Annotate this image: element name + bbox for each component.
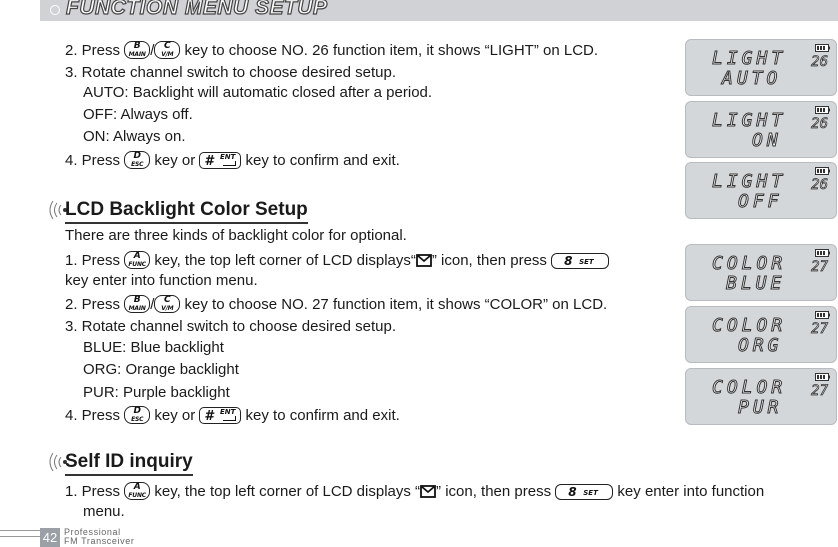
eight-set-key-icon: 8 SET	[551, 253, 609, 269]
battery-icon	[815, 106, 830, 114]
lcd-menu-number: 26	[811, 54, 828, 70]
lcd-line1: COLOR	[712, 315, 787, 336]
lcd-line1: COLOR	[712, 253, 787, 274]
color-intro: There are three kinds of backlight color for optional.	[65, 227, 407, 244]
lcd-display-color-blue	[685, 244, 837, 301]
a-func-key-icon: A FUNC	[124, 482, 150, 500]
footer-brand: Professional FM Transceiver	[64, 527, 135, 546]
b-main-key-icon: B MAIN	[124, 295, 150, 313]
lcd-menu-number: 27	[811, 383, 828, 399]
c-vm-key-icon: C V/M	[154, 41, 180, 59]
battery-icon	[815, 249, 830, 257]
step-1-self-id: 1. Press A FUNC key, the top left corner of LCD displays “ ” icon, then press 8 SET key enter into function	[65, 482, 765, 500]
step-3-color: 3. Rotate channel switch to choose desired setup.	[65, 318, 397, 335]
battery-icon	[815, 44, 830, 52]
lcd-line1: COLOR	[712, 377, 787, 398]
lcd-line2: PUR	[738, 397, 783, 418]
battery-icon	[815, 167, 830, 175]
page-number: 42	[40, 528, 60, 547]
lcd-line2: ORG	[738, 335, 783, 356]
lcd-line2: BLUE	[726, 273, 786, 294]
lcd-display-color-org	[685, 306, 837, 363]
step-1-color: 1. Press A FUNC key, the top left corner of LCD displays“ ” icon, then press 8 SET	[65, 251, 609, 270]
envelope-icon	[416, 254, 432, 267]
a-func-key-icon: A FUNC	[124, 251, 150, 269]
lcd-display-color-pur	[685, 368, 837, 425]
c-vm-key-icon: C V/M	[154, 295, 180, 313]
hash-ent-key-icon: # ENT	[199, 152, 241, 169]
option-auto: AUTO: Backlight will automatic closed after a period.	[83, 84, 433, 101]
battery-icon	[815, 311, 830, 319]
step-2-color: 2. Press B MAIN / C V/M key to choose NO. 27 function item, it shows “COLOR” on LCD.	[65, 295, 608, 313]
lcd-menu-number: 26	[811, 116, 828, 132]
lcd-line1: LIGHT	[712, 48, 787, 69]
option-org: ORG: Orange backlight	[83, 361, 239, 378]
lcd-menu-number: 26	[811, 177, 828, 193]
lcd-line2: AUTO	[722, 68, 782, 89]
lcd-menu-number: 27	[811, 321, 828, 337]
footer-rule	[0, 530, 40, 531]
step-2-light: 2. Press B MAIN / C V/M key to choose NO. 26 function item, it shows “LIGHT” on LCD.	[65, 41, 599, 59]
b-main-key-icon: B MAIN	[124, 41, 150, 59]
option-blue: BLUE: Blue backlight	[83, 339, 224, 356]
footer-rule	[0, 536, 40, 537]
battery-icon	[815, 373, 830, 381]
lcd-line1: LIGHT	[712, 171, 787, 192]
step-4-color: 4. Press D ESC key or # ENT key to confirm and exit.	[65, 406, 400, 424]
lcd-display-light-on	[685, 101, 837, 158]
step-1-self-id-cont: menu.	[83, 503, 125, 520]
step-1-color-cont: key enter into function menu.	[65, 272, 258, 289]
self-id-inquiry-heading: Self ID inquiry	[65, 451, 193, 476]
eight-set-key-icon: 8 SET	[555, 484, 613, 500]
bullet-circle-icon	[50, 5, 60, 15]
step-3-light: 3. Rotate channel switch to choose desired setup.	[65, 64, 397, 81]
step-4-light: 4. Press D ESC key or # ENT key to confirm and exit.	[65, 151, 400, 169]
option-off: OFF: Always off.	[83, 106, 193, 123]
d-esc-key-icon: D ESC	[124, 151, 150, 169]
lcd-display-light-auto	[685, 39, 837, 96]
lcd-display-light-off	[685, 162, 837, 219]
d-esc-key-icon: D ESC	[124, 406, 150, 424]
option-on: ON: Always on.	[83, 128, 186, 145]
page-title: FUNCTION MENU SETUP	[66, 0, 328, 19]
envelope-icon	[420, 485, 436, 498]
lcd-line2: ON	[752, 130, 782, 151]
lcd-line2: OFF	[738, 191, 783, 212]
lcd-backlight-color-heading: LCD Backlight Color Setup	[65, 199, 308, 224]
lcd-menu-number: 27	[811, 259, 828, 275]
header-banner	[40, 0, 838, 21]
hash-ent-key-icon: # ENT	[199, 407, 241, 424]
option-pur: PUR: Purple backlight	[83, 384, 230, 401]
lcd-line1: LIGHT	[712, 110, 787, 131]
